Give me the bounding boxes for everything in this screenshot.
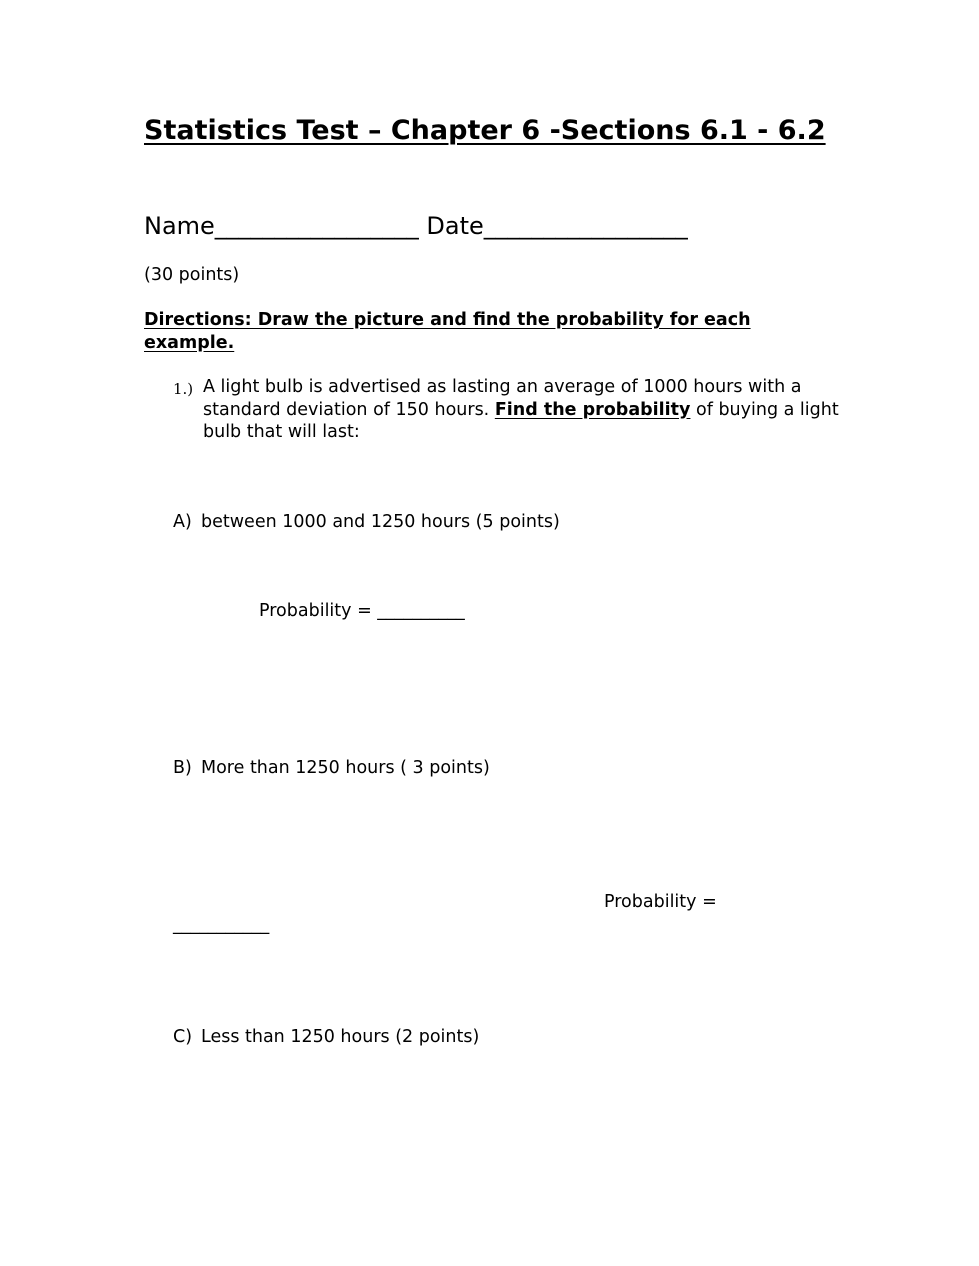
part-a-text: between 1000 and 1250 hours (5 points) — [201, 512, 560, 532]
part-b-text: More than 1250 hours ( 3 points) — [201, 758, 490, 778]
part-b-probability: Probability = — [604, 892, 717, 912]
question-text-end: of buying a light bulb that will last: — [203, 399, 839, 442]
test-title: Statistics Test – Chapter 6 -Sections 6.1 - 6.2 — [144, 115, 826, 146]
question-text — [203, 376, 853, 444]
part-c-text: Less than 1250 hours (2 points) — [201, 1027, 480, 1047]
question-text-emphasis: Find the probability — [494, 399, 691, 420]
part-b-probability-blank: ___________ — [173, 915, 270, 935]
question-text-intro: A light bulb is advertised as lasting an average of 1000 hours with a standard deviation of 150 hours. — [203, 377, 802, 420]
question-number: 1.) — [173, 380, 194, 398]
directions: Directions: Draw the picture and find the probability for each example. — [144, 310, 751, 353]
part-a-probability: Probability = __________ — [259, 601, 465, 621]
name-date-line: Name_________________ Date_________________ — [144, 212, 688, 240]
total-points: (30 points) — [144, 265, 240, 285]
part-a-letter: A) — [173, 512, 192, 532]
part-c-letter: C) — [173, 1027, 193, 1047]
part-b-letter: B) — [173, 758, 192, 778]
